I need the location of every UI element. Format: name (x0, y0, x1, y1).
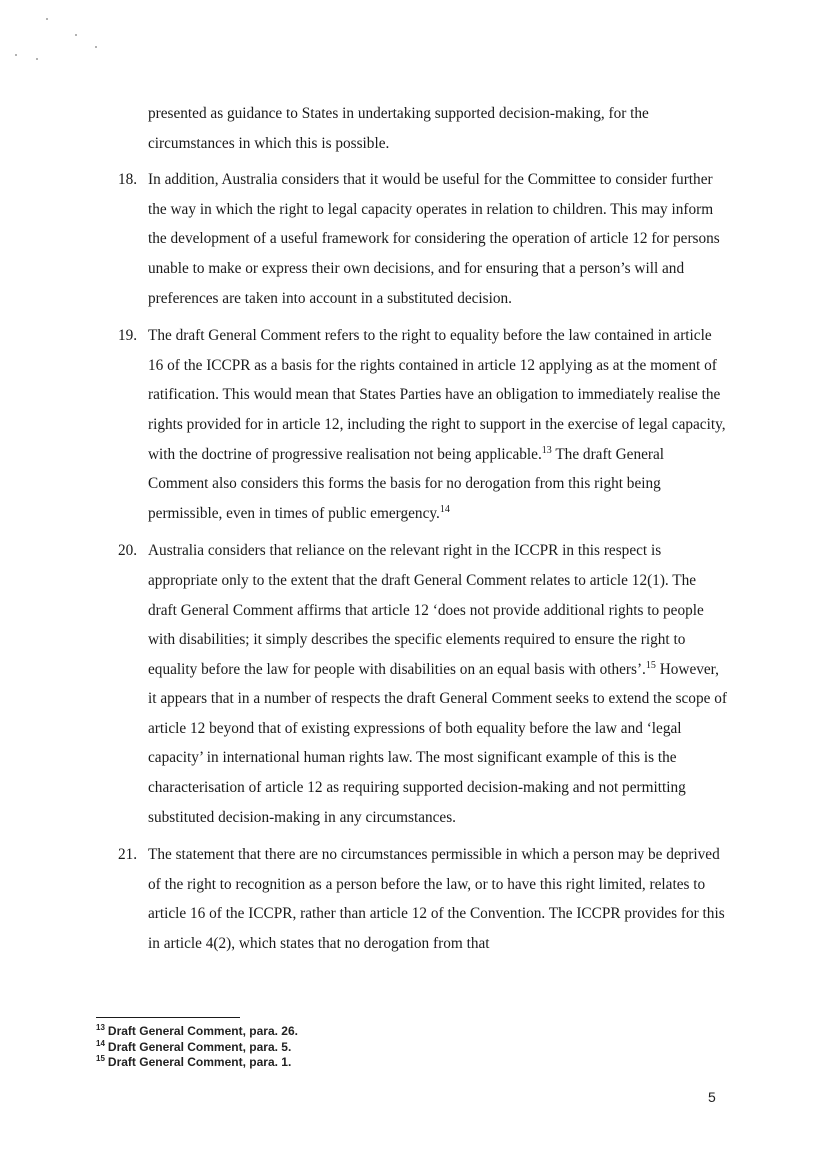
paragraph-text: In addition, Australia considers that it would be useful for the Committee to consider further the way in which the right to legal capacity operates in relation to children. This may inform the development of a useful framework for considering the operation of article 12 for persons unable to make or express their own decisions, and for ensuring that a person’s will and preferences are taken into account in a substituted decision. (148, 171, 720, 307)
footnote-reference[interactable]: 14 (439, 503, 450, 515)
footnote (96, 1055, 696, 1071)
body-text (118, 99, 728, 967)
numbered-paragraph (118, 840, 728, 958)
numbered-paragraph (118, 536, 728, 832)
footnotes (96, 1024, 696, 1071)
footnote-text: Draft General Comment, para. 1. (107, 1055, 292, 1069)
continued-paragraph (118, 99, 728, 158)
footnote (96, 1040, 696, 1056)
paragraph-number: 20. (118, 542, 138, 560)
footnote-number: 13 (96, 1023, 105, 1032)
paragraph-number: 18. (118, 171, 138, 189)
paragraph-number: 19. (118, 327, 138, 345)
footnote-number: 14 (96, 1038, 105, 1048)
paragraph-text: Australia considers that reliance on the relevant right in the ICCPR in this respect is appropriate only to the extent that the draft General Comment relates to article 12(1). The draft General Comment affirms that article 12 ‘does not provide additional rights to people with disabilities; it simply describes the specific elements required to ensure the right to equality before the law for people with disabilities on an equal basis with others’. (148, 542, 704, 678)
paragraph-text: presented as guidance to States in undertaking supported decision-making, for the circumstances in which this is possible. (148, 105, 649, 152)
footnote (96, 1024, 696, 1040)
footnote-number: 15 (96, 1054, 105, 1063)
page-number: 5 (708, 1089, 716, 1105)
footnote-reference[interactable]: 13 (541, 444, 552, 456)
footnote-reference[interactable]: 15 (645, 659, 656, 671)
numbered-paragraph (118, 165, 728, 313)
footnote-separator (96, 1017, 240, 1018)
paragraph-text: The draft General Comment refers to the right to equality before the law contained in article 16 of the ICCPR as a basis for the rights contained in article 12 applying as at the moment of ratification. This would mean that States Parties have an obligation to immediately realise the rights provided for in article 12, including the right to support in the exercise of legal capacity, with the doctrine of progressive realisation not being applicable. (148, 327, 726, 463)
paragraph-number: 21. (118, 846, 138, 864)
paragraph-text: The draft General Comment also considers this forms the basis for no derogation from this right being permissible, even in times of public emergency. (148, 445, 665, 522)
footnote-text: Draft General Comment, para. 5. (107, 1039, 292, 1054)
paragraph-text: However, it appears that in a number of respects the draft General Comment seeks to extend the scope of article 12 beyond that of existing expressions of both equality before the law and ‘legal capacity’ in international human rights law. The most significant example of this is the characterisation of article 12 as requiring supported decision-making and not permitting substituted decision-making in any circumstances. (148, 660, 727, 826)
footnote-text: Draft General Comment, para. 26. (107, 1024, 298, 1038)
numbered-paragraph (118, 321, 728, 528)
paragraph-text: The statement that there are no circumstances permissible in which a person may be deprived of the right to recognition as a person before the law, or to have this right limited, relates to article 16 of the ICCPR, rather than article 12 of the Convention. The ICCPR provides for this in article 4(2), which states that no derogation from that (148, 846, 725, 953)
